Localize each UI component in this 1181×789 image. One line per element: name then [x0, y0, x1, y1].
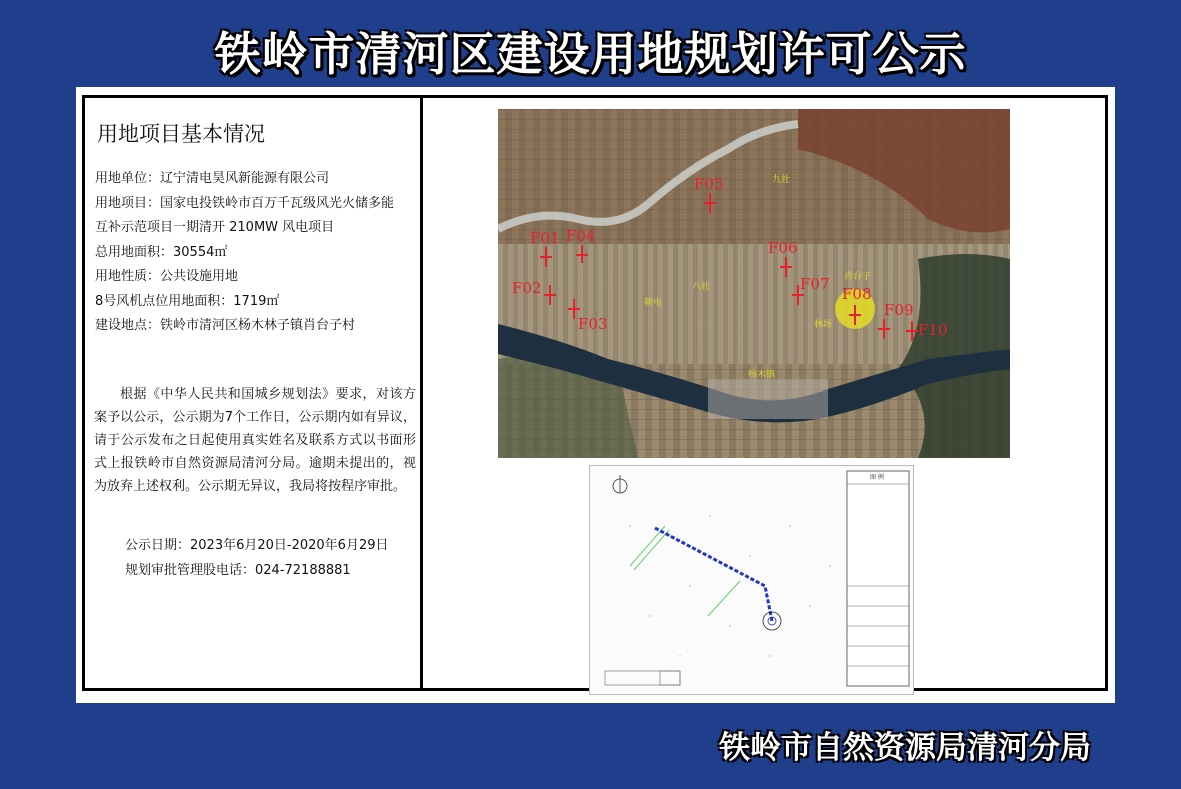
notice-text: 根据《中华人民共和国城乡规划法》要求，对该方案予以公示，公示期为7个工作日，公示期内如有异议，请于公示发布之日起使用真实姓名及联系方式以书面形式上报铁岭市自然资源局清河分局。逾期未提出的，视为放弃上述权利。公示期无异议，我局将按程序审批。 — [94, 387, 416, 494]
footer-organization: 铁岭市自然资源局清河分局 — [719, 730, 1091, 766]
plan-legend-box — [847, 471, 909, 686]
village-label-yangmuzhen: 杨木镇 — [748, 370, 776, 380]
plan-legend-title: 图 例 — [870, 474, 884, 481]
project-info-column — [85, 98, 420, 688]
svg-text:F02: F02 — [512, 279, 542, 297]
notice-frame — [82, 95, 1108, 691]
notice-board — [76, 87, 1115, 703]
svg-text:F08: F08 — [842, 285, 872, 303]
column-divider — [420, 98, 423, 688]
turbine-marker-f10 — [906, 321, 948, 341]
village-label-chaotun: 朝屯 — [644, 298, 663, 308]
info-line-location: 建设地点：铁岭市清河区杨木林子镇肖台子村 — [95, 318, 356, 333]
info-line-land-use: 用地性质：公共设施用地 — [95, 269, 239, 284]
site-plan-svg — [590, 466, 913, 694]
svg-text:F05: F05 — [694, 175, 724, 193]
svg-text:F03: F03 — [578, 315, 608, 333]
village-label-bashe: 八社 — [692, 282, 711, 292]
svg-text:F01: F01 — [530, 229, 560, 247]
info-line-unit: 用地单位：辽宁清电昊风新能源有限公司 — [95, 171, 330, 186]
notice-date: 公示日期：2023年6月20日-2020年6月29日 — [125, 538, 389, 553]
svg-text:F09: F09 — [884, 301, 914, 319]
village-label-xiaotaizi: 肖台子 — [844, 272, 872, 282]
svg-text:F07: F07 — [800, 275, 830, 293]
contact-phone: 规划审批管理股电话：024-72188881 — [125, 563, 351, 578]
aerial-map — [498, 109, 1010, 458]
svg-text:F04: F04 — [566, 227, 596, 245]
site-plan-drawing — [589, 465, 914, 695]
info-heading: 用地项目基本情况 — [97, 122, 265, 146]
info-line-turbine-area: 8号风机点位用地面积：1719㎡ — [95, 294, 280, 309]
svg-text:F06: F06 — [768, 239, 798, 257]
info-line-project-cont: 互补示范项目一期清开 210MW 风电项目 — [95, 220, 335, 235]
aerial-map-svg — [498, 109, 1010, 458]
info-line-project: 用地项目：国家电投铁岭市百万千瓦级风光火储多能 — [95, 196, 395, 211]
village-label-jiushe: 九社 — [772, 175, 791, 185]
svg-text:F10: F10 — [918, 321, 948, 339]
page-title: 铁岭市清河区建设用地规划许可公示 — [214, 27, 967, 81]
village-label-linchang: 林场 — [814, 320, 833, 330]
info-line-total-area: 总用地面积：30554㎡ — [95, 245, 228, 260]
